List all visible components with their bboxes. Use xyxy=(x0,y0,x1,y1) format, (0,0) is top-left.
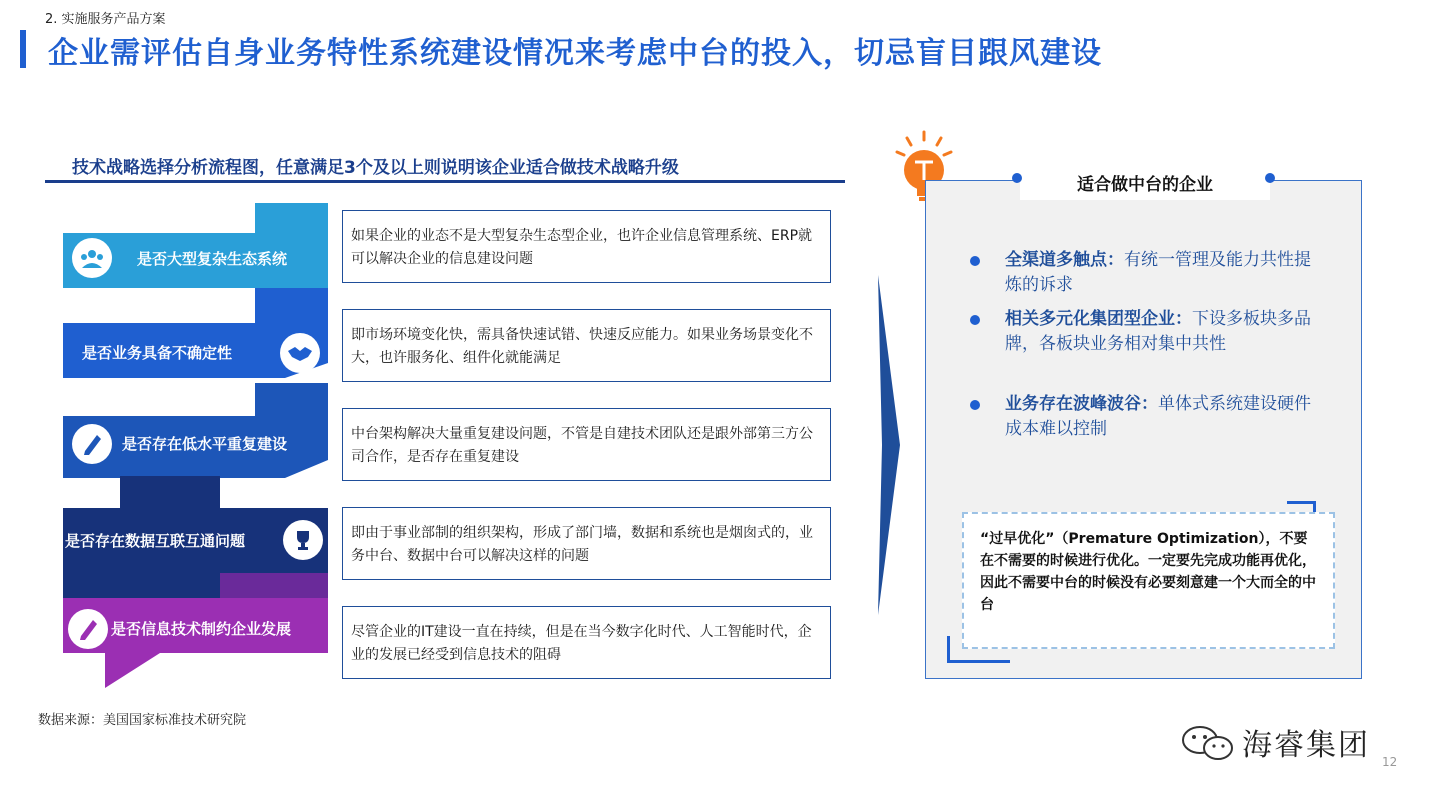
panel-title-dot-right xyxy=(1265,173,1275,183)
bullet-dot xyxy=(970,400,980,410)
bullet-key: 业务存在波峰波谷： xyxy=(1005,394,1158,414)
panel-title-dot-left xyxy=(1012,173,1022,183)
step-5-shape xyxy=(63,598,328,688)
brand-name: 海睿集团 xyxy=(1242,728,1370,763)
step-1-description: 如果企业的业态不是大型复杂生态型企业，也许企业信息管理系统、ERP就可以解决企业的信息建设问题 xyxy=(342,210,831,283)
brand-watermark xyxy=(1180,720,1370,764)
panel-bullet xyxy=(975,392,1320,442)
heading-rule xyxy=(45,180,845,183)
bullet-dot xyxy=(970,315,980,325)
flow-heading: 技术战略选择分析流程图，任意满足3个及以上则说明该企业适合做技术战略升级 xyxy=(72,158,679,178)
chevron-right-icon xyxy=(872,275,902,615)
bullet-key: 相关多元化集团型企业： xyxy=(1005,309,1192,329)
pen-icon xyxy=(68,609,108,649)
panel-bullet xyxy=(975,248,1320,298)
premature-optimization-note: “过早优化”（Premature Optimization），不要在不需要的时候进行优化。一定要先完成功能再优化，因此不需要中台的时候没有必要刻意建一个大而全的中台 xyxy=(962,512,1335,649)
wechat-icon xyxy=(1180,722,1236,762)
page-number: 12 xyxy=(1382,755,1398,769)
title-accent-bar xyxy=(20,30,26,68)
handshake-icon xyxy=(280,333,320,373)
section-label: 2. 实施服务产品方案 xyxy=(45,12,166,27)
step-3-description: 中台架构解决大量重复建设问题，不管是自建技术团队还是跟外部第三方公司合作，是否存在重复建设 xyxy=(342,408,831,481)
step-5-connector xyxy=(220,573,328,598)
step-1-label: 是否大型复杂生态系统 xyxy=(137,250,288,268)
step-5-label: 是否信息技术制约企业发展 xyxy=(111,620,292,638)
bullet-key: 全渠道多触点： xyxy=(1005,250,1124,270)
bullet-text: 单体式系统建设硬件成本难以控制 xyxy=(1005,394,1311,439)
step-4-description: 即由于事业部制的组织架构，形成了部门墙，数据和系统也是烟囱式的，业务中台、数据中台可以解决这样的问题 xyxy=(342,507,831,580)
page-title: 企业需评估自身业务特性系统建设情况来考虑中台的投入，切忌盲目跟风建设 xyxy=(48,36,1102,71)
pen-icon xyxy=(72,424,112,464)
step-2-description: 即市场环境变化快，需具备快速试错、快速反应能力。如果业务场景变化不大，也许服务化、组件化就能满足 xyxy=(342,309,831,382)
trophy-icon xyxy=(283,520,323,560)
data-source: 数据来源：美国国家标准技术研究院 xyxy=(38,713,247,728)
step-5-description: 尽管企业的IT建设一直在持续，但是在当今数字化时代、人工智能时代，企业的发展已经受到信息技术的阻碍 xyxy=(342,606,831,679)
panel-bullet xyxy=(975,307,1320,357)
bullet-text: 有统一管理及能力共性提炼的诉求 xyxy=(1005,250,1311,295)
team-icon xyxy=(72,238,112,278)
panel-title: 适合做中台的企业 xyxy=(1020,164,1270,200)
bullet-dot xyxy=(970,256,980,266)
bullet-text: 下设多板块多品牌，各板块业务相对集中共性 xyxy=(1005,309,1311,354)
step-3-label: 是否存在低水平重复建设 xyxy=(122,435,288,453)
step-4-tail xyxy=(120,476,220,508)
step-4-label: 是否存在数据互联互通问题 xyxy=(65,532,246,550)
step-2-label: 是否业务具备不确定性 xyxy=(82,344,233,362)
